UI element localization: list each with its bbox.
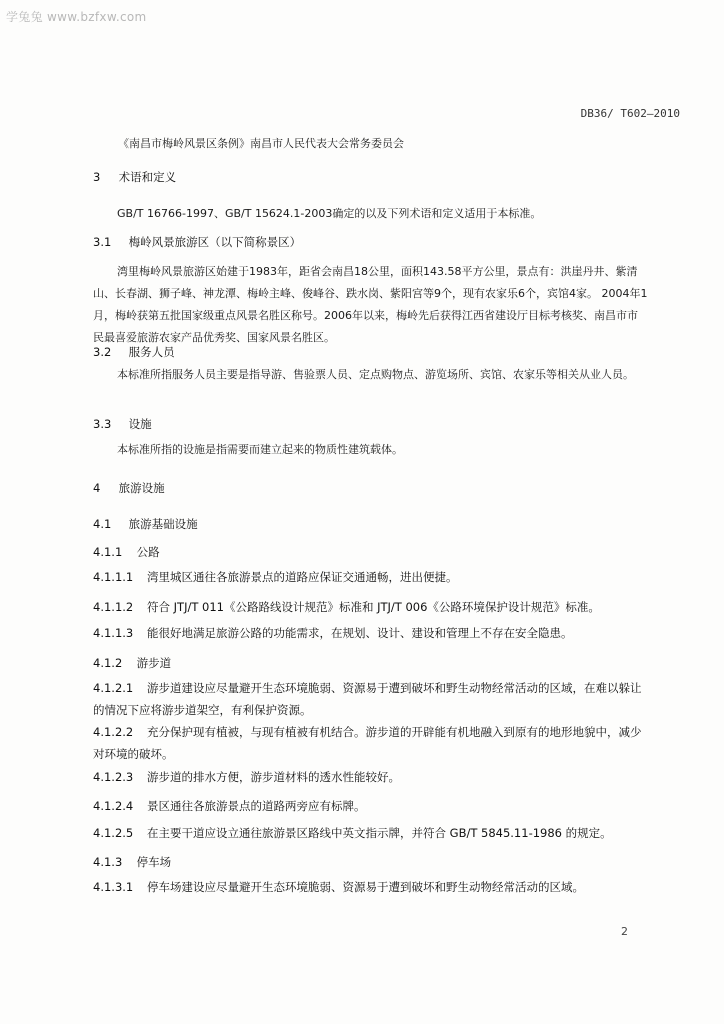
clause-text: 停车场建设应尽量避开生态环境脆弱、资源易于遭到破坏和野生动物经常活动的区域。 [147,880,584,894]
section-title: 停车场 [136,855,172,869]
clause-4-1-1-3 [93,622,648,644]
clause-4-1-1-1 [93,566,648,588]
section-number: 3.3 [93,417,112,431]
paragraph-text: 本标准所指服务人员主要是指导游、售验票人员、定点购物点、游览场所、宾馆、农家乐等相关从业人员。 [117,368,634,381]
section-title: 术语和定义 [118,170,177,184]
paragraph-text: 湾里梅岭风景旅游区始建于1983年，距省会南昌18公里，面积143.58平方公里，景点有：洪崖丹井、紫清山、长春湖、狮子峰、神龙潭、梅岭主峰、俊峰谷、跌水岗、紫阳宫等9个，现有农家乐6个，宾馆4家。 2004年1月，梅岭获第五批国家级重点风景名胜区称号。2006年以来，梅岭先后获得江西省建设厅目标考核奖、南昌市市民最喜爱旅游农家产品优秀奖、国家风景名胜区。 [93,265,648,344]
section-3-2-heading [93,345,175,359]
clause-4-1-2-2 [93,721,648,765]
section-number: 3.1 [93,235,112,249]
section-number: 4 [93,481,101,495]
normative-reference: 《南昌市梅岭风景区条例》南昌市人民代表大会常务委员会 [118,137,404,150]
section-title: 公路 [136,545,160,559]
section-title: 旅游设施 [118,481,165,495]
section-3-3-heading [93,417,152,431]
clause-text: 游步道的排水方便，游步道材料的透水性能较好。 [147,770,400,784]
clause-number: 4.1.2.3 [93,770,134,784]
section-4-1-2-heading [93,656,171,670]
paragraph-text: 本标准所指的设施是指需要而建立起来的物质性建筑载体。 [117,443,403,456]
section-4-heading [93,481,165,495]
clause-text: 湾里城区通往各旅游景点的道路应保证交通通畅，进出便捷。 [147,570,458,584]
clause-number: 4.1.3.1 [93,880,134,894]
section-number: 3 [93,170,101,184]
clause-number: 4.1.2.2 [93,725,134,739]
section-number: 3.2 [93,345,112,359]
page-number: 2 [621,925,628,938]
section-4-1-3-heading [93,855,171,869]
section-title: 游步道 [136,656,172,670]
section-title: 旅游基础设施 [128,517,198,531]
section-3-1-heading [93,235,301,249]
clause-number: 4.1.1.3 [93,626,134,640]
clause-4-1-2-3 [93,766,648,788]
clause-4-1-2-4 [93,795,648,817]
clause-number: 4.1.1.2 [93,600,134,614]
section-3-intro [93,203,648,225]
section-number: 4.1.2 [93,656,123,670]
clause-text: 能很好地满足旅游公路的功能需求，在规划、设计、建设和管理上不存在安全隐患。 [147,626,573,640]
clause-number: 4.1.1.1 [93,570,134,584]
section-3-2-text [93,364,648,386]
section-title: 服务人员 [128,345,175,359]
clause-4-1-2-5 [93,822,648,844]
document-code: DB36/ T602—2010 [580,107,680,120]
clause-number: 4.1.2.1 [93,681,134,695]
section-3-3-text [93,439,648,461]
section-3-heading [93,170,176,184]
clause-text: 在主要干道应设立通往旅游景区路线中英文指示牌，并符合 GB/T 5845.11-1986 的规定。 [147,826,612,840]
clause-text: 游步道建设应尽量避开生态环境脆弱、资源易于遭到破坏和野生动物经常活动的区域，在难以躲让的情况下应将游步道架空，有利保护资源。 [93,681,642,717]
clause-4-1-2-1 [93,677,648,721]
section-4-1-1-heading [93,545,160,559]
clause-4-1-3-1 [93,876,648,898]
paragraph-text: GB/T 16766-1997、GB/T 15624.1-2003确定的以及下列术语和定义适用于本标准。 [117,207,542,220]
section-number: 4.1.1 [93,545,123,559]
site-watermark: 学兔兔 www.bzfxw.com [6,10,147,24]
section-title: 设施 [128,417,152,431]
clause-text: 符合 JTJ/T 011《公路路线设计规范》标准和 JTJ/T 006《公路环境保护设计规范》标准。 [147,600,600,614]
clause-number: 4.1.2.5 [93,826,134,840]
section-number: 4.1.3 [93,855,123,869]
section-number: 4.1 [93,517,112,531]
clause-text: 景区通往各旅游景点的道路两旁应有标牌。 [147,799,366,813]
section-title: 梅岭风景旅游区（以下简称景区） [128,235,302,249]
clause-text: 充分保护现有植被，与现有植被有机结合。游步道的开辟能有机地融入到原有的地形地貌中，减少对环境的破坏。 [93,725,642,761]
clause-number: 4.1.2.4 [93,799,134,813]
section-3-1-text [93,261,648,349]
section-4-1-heading [93,517,198,531]
clause-4-1-1-2 [93,596,648,618]
